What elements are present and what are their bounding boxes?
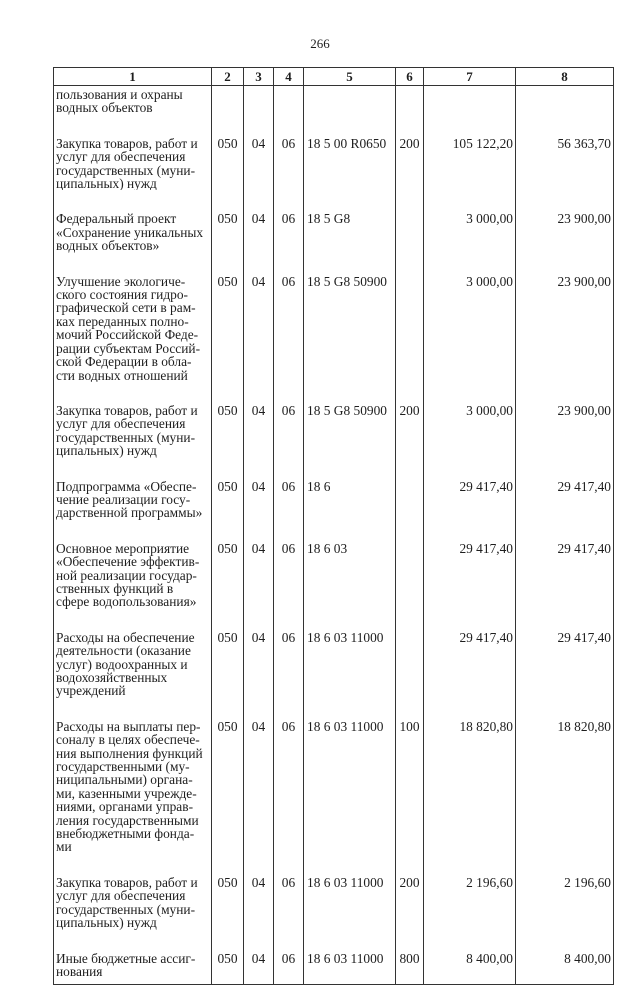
expense-type-cell: 200	[396, 115, 424, 191]
row-name-line: Расходы на выплаты пер-	[56, 718, 201, 734]
section-code-cell: 04	[244, 115, 274, 191]
table-row	[54, 382, 614, 458]
ministry-code-cell: 050	[212, 609, 244, 698]
amount-year2-cell: 29 417,40	[516, 458, 614, 520]
row-name-line: графической сети в рам-	[56, 300, 196, 316]
table-row	[54, 854, 614, 930]
subsection-code-cell: 06	[274, 458, 304, 520]
row-name-line: Закупка товаров, работ и	[56, 402, 198, 418]
section-code-cell: 04	[244, 382, 274, 458]
row-name-line: государственных (муни-	[56, 901, 196, 917]
ministry-code-cell: 050	[212, 382, 244, 458]
section-code-cell: 04	[244, 698, 274, 854]
column-header: 6	[396, 68, 424, 86]
row-name-cell	[54, 86, 212, 115]
amount-year1-cell: 8 400,00	[424, 930, 516, 985]
budget-table	[53, 67, 614, 985]
amount-year1-cell: 29 417,40	[424, 458, 516, 520]
row-name-line: ципальных) нужд	[56, 176, 157, 191]
row-name-line: рации субъектам Россий-	[56, 340, 201, 356]
expense-type-cell	[396, 190, 424, 252]
row-name-line: ципальных) нужд	[56, 443, 157, 458]
expense-type-cell	[396, 86, 424, 115]
row-name-line: водных объектов	[56, 100, 153, 115]
row-name-line: Подпрограмма «Обеспе-	[56, 478, 197, 494]
row-name-cell	[54, 930, 212, 985]
target-article-cell: 18 5 G8 50900	[304, 382, 396, 458]
row-name-line: ния выполнения функций	[56, 745, 203, 761]
column-header: 2	[212, 68, 244, 86]
table-row	[54, 458, 614, 520]
table-row	[54, 190, 614, 252]
row-name-line: государственных (муни-	[56, 162, 196, 178]
amount-year1-cell: 3 000,00	[424, 190, 516, 252]
target-article-cell: 18 5 G8 50900	[304, 253, 396, 382]
row-name-line: деятельности (оказание	[56, 643, 191, 659]
row-name-line: нования	[56, 963, 103, 979]
amount-year2-cell: 56 363,70	[516, 115, 614, 191]
target-article-cell: 18 5 G8	[304, 190, 396, 252]
target-article-cell: 18 5 00 R0650	[304, 115, 396, 191]
row-name-line: государственных (муни-	[56, 429, 196, 445]
amount-year2-cell: 23 900,00	[516, 382, 614, 458]
amount-year2-cell	[516, 86, 614, 115]
row-name-line: «Обеспечение эффектив-	[56, 554, 200, 570]
row-name-line: дарственной программы»	[56, 505, 203, 520]
ministry-code-cell: 050	[212, 190, 244, 252]
expense-type-cell: 100	[396, 698, 424, 854]
table-row	[54, 520, 614, 609]
expense-type-cell	[396, 520, 424, 609]
expense-type-cell: 200	[396, 382, 424, 458]
row-name-line: Улучшение экологиче-	[56, 273, 186, 289]
row-name-line: мочий Российской Феде-	[56, 327, 199, 343]
amount-year2-cell: 2 196,60	[516, 854, 614, 930]
amount-year2-cell: 29 417,40	[516, 609, 614, 698]
section-code-cell: 04	[244, 930, 274, 985]
table-row	[54, 930, 614, 985]
row-name-line: Федеральный проект	[56, 211, 177, 227]
ministry-code-cell: 050	[212, 253, 244, 382]
target-article-cell: 18 6 03 11000	[304, 930, 396, 985]
row-name-line: услуг для обеспечения	[56, 888, 186, 904]
target-article-cell	[304, 86, 396, 115]
row-name-line: Расходы на обеспечение	[56, 629, 195, 645]
row-name-line: услуг для обеспечения	[56, 149, 186, 165]
row-name-cell	[54, 698, 212, 854]
expense-type-cell: 800	[396, 930, 424, 985]
table-row	[54, 253, 614, 382]
target-article-cell: 18 6 03 11000	[304, 609, 396, 698]
amount-year1-cell: 3 000,00	[424, 382, 516, 458]
amount-year2-cell: 18 820,80	[516, 698, 614, 854]
target-article-cell: 18 6 03 11000	[304, 698, 396, 854]
subsection-code-cell: 06	[274, 930, 304, 985]
ministry-code-cell: 050	[212, 115, 244, 191]
table-row	[54, 86, 614, 115]
amount-year1-cell: 18 820,80	[424, 698, 516, 854]
expense-type-cell: 200	[396, 854, 424, 930]
section-code-cell: 04	[244, 854, 274, 930]
row-name-line: ской Федерации в обла-	[56, 354, 192, 370]
row-name-line: ципальных) нужд	[56, 915, 157, 930]
subsection-code-cell: 06	[274, 854, 304, 930]
row-name-cell	[54, 253, 212, 382]
row-name-line: услуг) водоохранных и	[56, 656, 188, 672]
section-code-cell: 04	[244, 458, 274, 520]
row-name-line: ной реализации государ-	[56, 567, 197, 583]
page-number: 266	[310, 36, 330, 51]
ministry-code-cell	[212, 86, 244, 115]
target-article-cell: 18 6	[304, 458, 396, 520]
row-name-line: сти водных отношений	[56, 367, 188, 382]
row-name-line: услуг для обеспечения	[56, 416, 186, 432]
row-name-line: ниципальными) органа-	[56, 772, 193, 788]
row-name-line: учреждений	[56, 683, 126, 698]
ministry-code-cell: 050	[212, 520, 244, 609]
subsection-code-cell	[274, 86, 304, 115]
ministry-code-cell: 050	[212, 458, 244, 520]
row-name-line: ского состояния гидро-	[56, 287, 189, 303]
amount-year1-cell: 2 196,60	[424, 854, 516, 930]
amount-year1-cell: 3 000,00	[424, 253, 516, 382]
row-name-line: внебюджетными фонда-	[56, 826, 195, 842]
row-name-line: пользования и охраны	[56, 87, 183, 102]
section-code-cell: 04	[244, 520, 274, 609]
column-header: 8	[516, 68, 614, 86]
row-name-line: ках переданных полно-	[56, 313, 189, 329]
row-name-line: чение реализации госу-	[56, 491, 191, 507]
column-header: 5	[304, 68, 396, 86]
subsection-code-cell: 06	[274, 609, 304, 698]
subsection-code-cell: 06	[274, 115, 304, 191]
amount-year1-cell: 105 122,20	[424, 115, 516, 191]
amount-year1-cell: 29 417,40	[424, 520, 516, 609]
target-article-cell: 18 6 03 11000	[304, 854, 396, 930]
amount-year1-cell	[424, 86, 516, 115]
table-row	[54, 698, 614, 854]
row-name-line: водохозяйственных	[56, 670, 168, 685]
ministry-code-cell: 050	[212, 854, 244, 930]
column-header: 4	[274, 68, 304, 86]
row-name-cell	[54, 382, 212, 458]
amount-year1-cell: 29 417,40	[424, 609, 516, 698]
subsection-code-cell: 06	[274, 253, 304, 382]
row-name-line: Иные бюджетные ассиг-	[56, 950, 196, 966]
row-name-line: ления государственными	[56, 812, 199, 828]
section-code-cell	[244, 86, 274, 115]
subsection-code-cell: 06	[274, 520, 304, 609]
row-name-line: соналу в целях обеспече-	[56, 732, 200, 748]
subsection-code-cell: 06	[274, 190, 304, 252]
row-name-line: «Сохранение уникальных	[56, 224, 204, 240]
section-code-cell: 04	[244, 190, 274, 252]
ministry-code-cell: 050	[212, 698, 244, 854]
expense-type-cell	[396, 458, 424, 520]
row-name-cell	[54, 520, 212, 609]
row-name-cell	[54, 609, 212, 698]
column-header: 7	[424, 68, 516, 86]
row-name-line: Закупка товаров, работ и	[56, 874, 198, 890]
amount-year2-cell: 8 400,00	[516, 930, 614, 985]
section-code-cell: 04	[244, 609, 274, 698]
expense-type-cell	[396, 609, 424, 698]
amount-year2-cell: 29 417,40	[516, 520, 614, 609]
table-row	[54, 115, 614, 191]
table-body	[54, 86, 614, 985]
row-name-cell	[54, 458, 212, 520]
row-name-line: ми	[56, 839, 72, 854]
section-code-cell: 04	[244, 253, 274, 382]
subsection-code-cell: 06	[274, 698, 304, 854]
row-name-line: Основное мероприятие	[56, 540, 190, 556]
amount-year2-cell: 23 900,00	[516, 190, 614, 252]
column-header: 3	[244, 68, 274, 86]
expense-type-cell	[396, 253, 424, 382]
row-name-line: сфере водопользования»	[56, 594, 197, 609]
table-row	[54, 609, 614, 698]
row-name-line: государственными (му-	[56, 759, 190, 775]
row-name-cell	[54, 115, 212, 191]
row-name-line: водных объектов»	[56, 238, 160, 253]
row-name-cell	[54, 854, 212, 930]
row-name-line: ниями, органами управ-	[56, 799, 194, 815]
row-name-line: Закупка товаров, работ и	[56, 135, 198, 151]
amount-year2-cell: 23 900,00	[516, 253, 614, 382]
target-article-cell: 18 6 03	[304, 520, 396, 609]
row-name-line: ственных функций в	[56, 580, 174, 596]
subsection-code-cell: 06	[274, 382, 304, 458]
column-header: 1	[54, 68, 212, 86]
table-header-row	[54, 68, 614, 86]
row-name-cell	[54, 190, 212, 252]
ministry-code-cell: 050	[212, 930, 244, 985]
row-name-line: ми, казенными учрежде-	[56, 785, 197, 801]
